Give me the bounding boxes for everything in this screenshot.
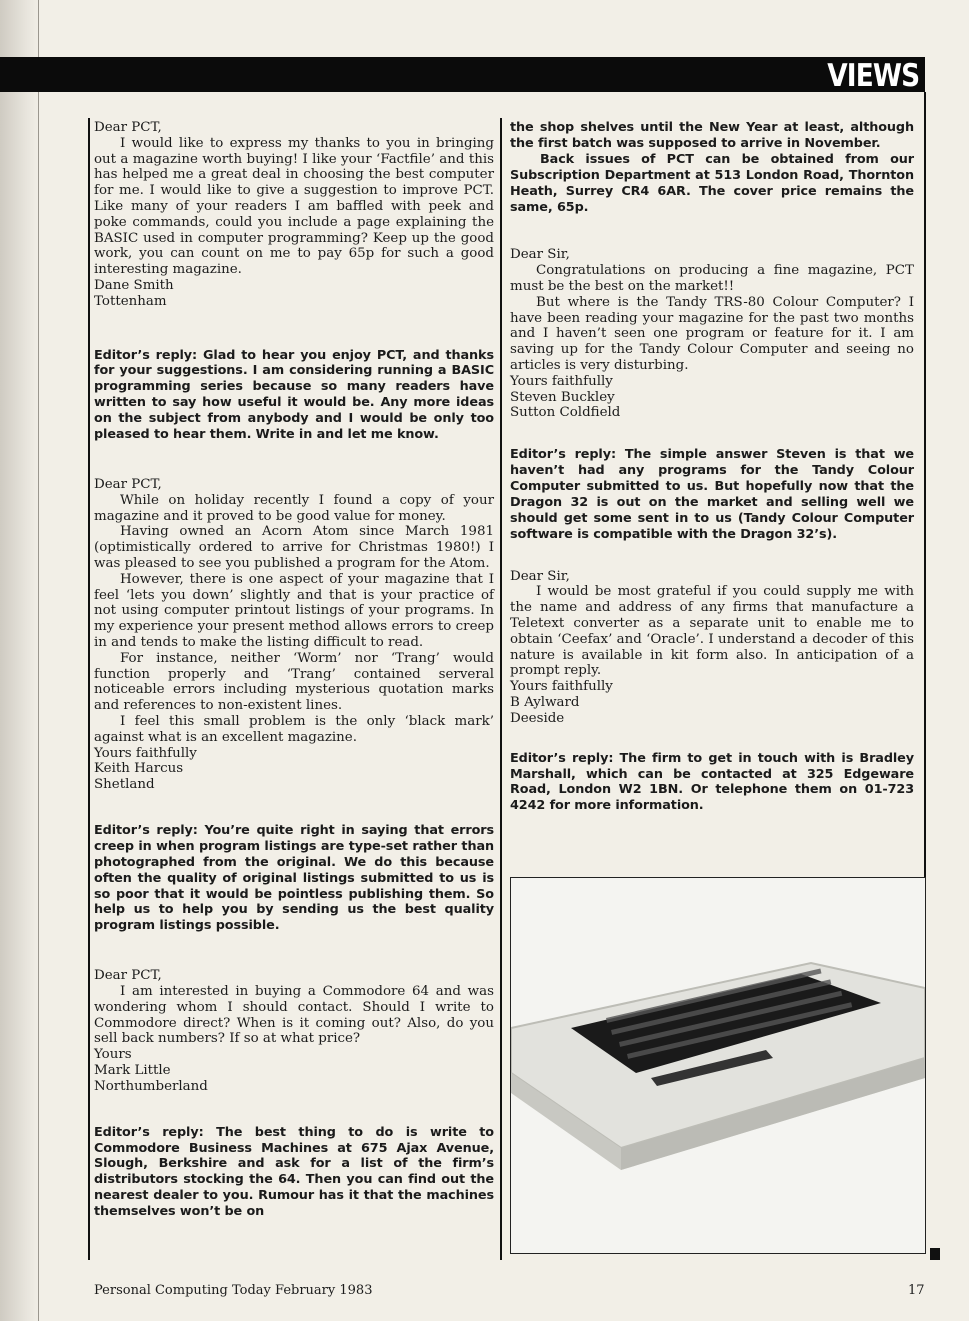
letter-signature-place: Deeside — [510, 710, 565, 726]
computer-photo — [510, 877, 926, 1254]
letter-body: I would be most grateful if you could supply me with the name and address of any firms that manufacture a Teletext converter as a separate unit to enable me to obtain ‘Ceefax’ and ‘Oracle’. I understand a decoder of this nature is available in kit form also. In anticipation of a prompt reply. — [510, 584, 914, 679]
letter-dane-smith — [94, 120, 494, 310]
letter-signature-place: Tottenham — [94, 293, 167, 309]
editor-reply: Editor’s reply: The best thing to do is write to Commodore Business Machines at 675 Ajax Avenue, Slough, Berkshire and ask for a list of the firm’s distributors stocking the 64. Then you can find out the nearest dealer to you. Rumour has it that the machines themselves won’t be on — [94, 1124, 494, 1220]
letter-signature-name: Keith Harcus — [94, 761, 184, 777]
letter-closing: Yours faithfully — [510, 373, 613, 389]
letter-signature-place: Sutton Coldfield — [510, 405, 621, 421]
letter-body: I am interested in buying a Commodore 64 and was wondering whom I should contact. Should I write to Commodore direct? When is it coming out? Also, do you sell back numbers? If so at what price? — [94, 984, 494, 1047]
computer-keyboard-illustration — [511, 878, 925, 1253]
page-gutter-line — [38, 0, 39, 1321]
letter-greeting: Dear PCT, — [94, 120, 162, 135]
end-marker — [930, 1248, 940, 1260]
section-banner — [0, 57, 925, 92]
letter-closing: Yours — [94, 1047, 132, 1063]
back-issues-notice: Back issues of PCT can be obtained from our Subscription Department at 513 London Road, Thornton Heath, Surrey CR4 6AR. The cover price remains the same, 65p. — [510, 151, 914, 215]
letter-signature-name: Dane Smith — [94, 277, 174, 293]
footer-publication: Personal Computing Today February 1983 — [94, 1283, 373, 1298]
section-title: VIEWS — [827, 58, 919, 94]
letter-paragraph: I feel this small problem is the only ‘black mark’ against what is an excellent magazine. — [94, 713, 494, 745]
letter-paragraph: Congratulations on producing a fine magazine, PCT must be the best on the market!! — [510, 263, 914, 295]
letter-signature-name: Steven Buckley — [510, 389, 615, 405]
editor-reply: Editor’s reply: The firm to get in touch with is Bradley Marshall, which can be contacted at 325 Edgeware Road, London W2 1BN. Or telephone them on 01-723 4242 for more information. — [510, 750, 914, 814]
letter-signature-place: Shetland — [94, 777, 155, 793]
letter-b-aylward — [510, 569, 914, 727]
editor-reply: Editor’s reply: You’re quite right in saying that errors creep in when program listings are type-set rather than photographed from the original. We do this because often the quality of original listings submitted to us is so poor that it would be pointless publishing them. So help us to help you by sending us the best quality program listings possible. — [94, 822, 494, 934]
letter-signature-place: Northumberland — [94, 1078, 208, 1094]
center-column-rule — [500, 118, 502, 1260]
page-spine-shadow — [0, 0, 40, 1321]
letter-greeting: Dear PCT, — [94, 968, 162, 984]
letter-signature-name: B Aylward — [510, 695, 580, 711]
letter-closing: Yours faithfully — [510, 679, 613, 695]
editor-reply-continued: the shop shelves until the New Year at least, although the first batch was supposed to arrive in November. — [510, 120, 914, 151]
letter-paragraph: However, there is one aspect of your magazine that I feel ‘lets you down’ slightly and that is your practice of not using computer printout listings of your programs. In my experience your present method allows errors to creep in and tends to make the listing difficult to read. — [94, 571, 494, 650]
right-column — [510, 120, 914, 814]
letter-mark-little — [94, 968, 494, 1094]
left-column-rule — [88, 118, 90, 1260]
editor-reply: Editor’s reply: The simple answer Steven is that we haven’t had any programs for the Tandy Colour Computer submitted to us. But hopefully now that the Dragon 32 is out on the market and selling well we should get some sent in to us (Tandy Colour Computer software is compatible with the Dragon 32’s). — [510, 447, 914, 542]
left-column — [94, 120, 494, 1220]
letter-signature-name: Mark Little — [94, 1063, 171, 1079]
letter-paragraph: While on holiday recently I found a copy of your magazine and it proved to be good value for money. — [94, 492, 494, 524]
letter-paragraph: Having owned an Acorn Atom since March 1981 (optimistically ordered to arrive for Christmas 1980!) I was pleased to see you published a program for the Atom. — [94, 524, 494, 571]
page-number: 17 — [908, 1283, 925, 1298]
letter-greeting: Dear PCT, — [94, 477, 162, 492]
letter-paragraph: For instance, neither ‘Worm’ nor ‘Trang’ would function properly and ‘Trang’ contained serveral noticeable errors including mysterious quotation marks and references to non-existent lines. — [94, 650, 494, 714]
letter-body: I would like to express my thanks to you in bringing out a magazine worth buying! I like your ‘Factfile’ and this has helped me a great deal in choosing the best computer for me. I would like to give a suggestion to improve PCT. Like many of your readers I am baffled with peek and poke commands, could you include a page explaining the BASIC used in computer programming? Keep up the good work, you can count on me to pay 65p for such a good interesting magazine. — [94, 135, 494, 278]
letter-greeting: Dear Sir, — [510, 568, 570, 584]
letter-greeting: Dear Sir, — [510, 247, 570, 263]
editor-reply: Editor’s reply: Glad to hear you enjoy PCT, and thanks for your suggestions. I am considering running a BASIC programming series because so many readers have written to say how useful it would be. Any more ideas on the subject from anybody and I would be only too pleased to hear them. Write in and let me know. — [94, 347, 494, 443]
letter-paragraph: But where is the Tandy TRS-80 Colour Computer? I have been reading your magazine for the past two months and I haven’t seen one program or feature for it. I am saving up for the Tandy Colour Computer and seeing no articles is very disturbing. — [510, 294, 914, 374]
letter-closing: Yours faithfully — [94, 745, 197, 761]
letter-keith-harcus — [94, 477, 494, 793]
letter-steven-buckley — [510, 247, 914, 421]
